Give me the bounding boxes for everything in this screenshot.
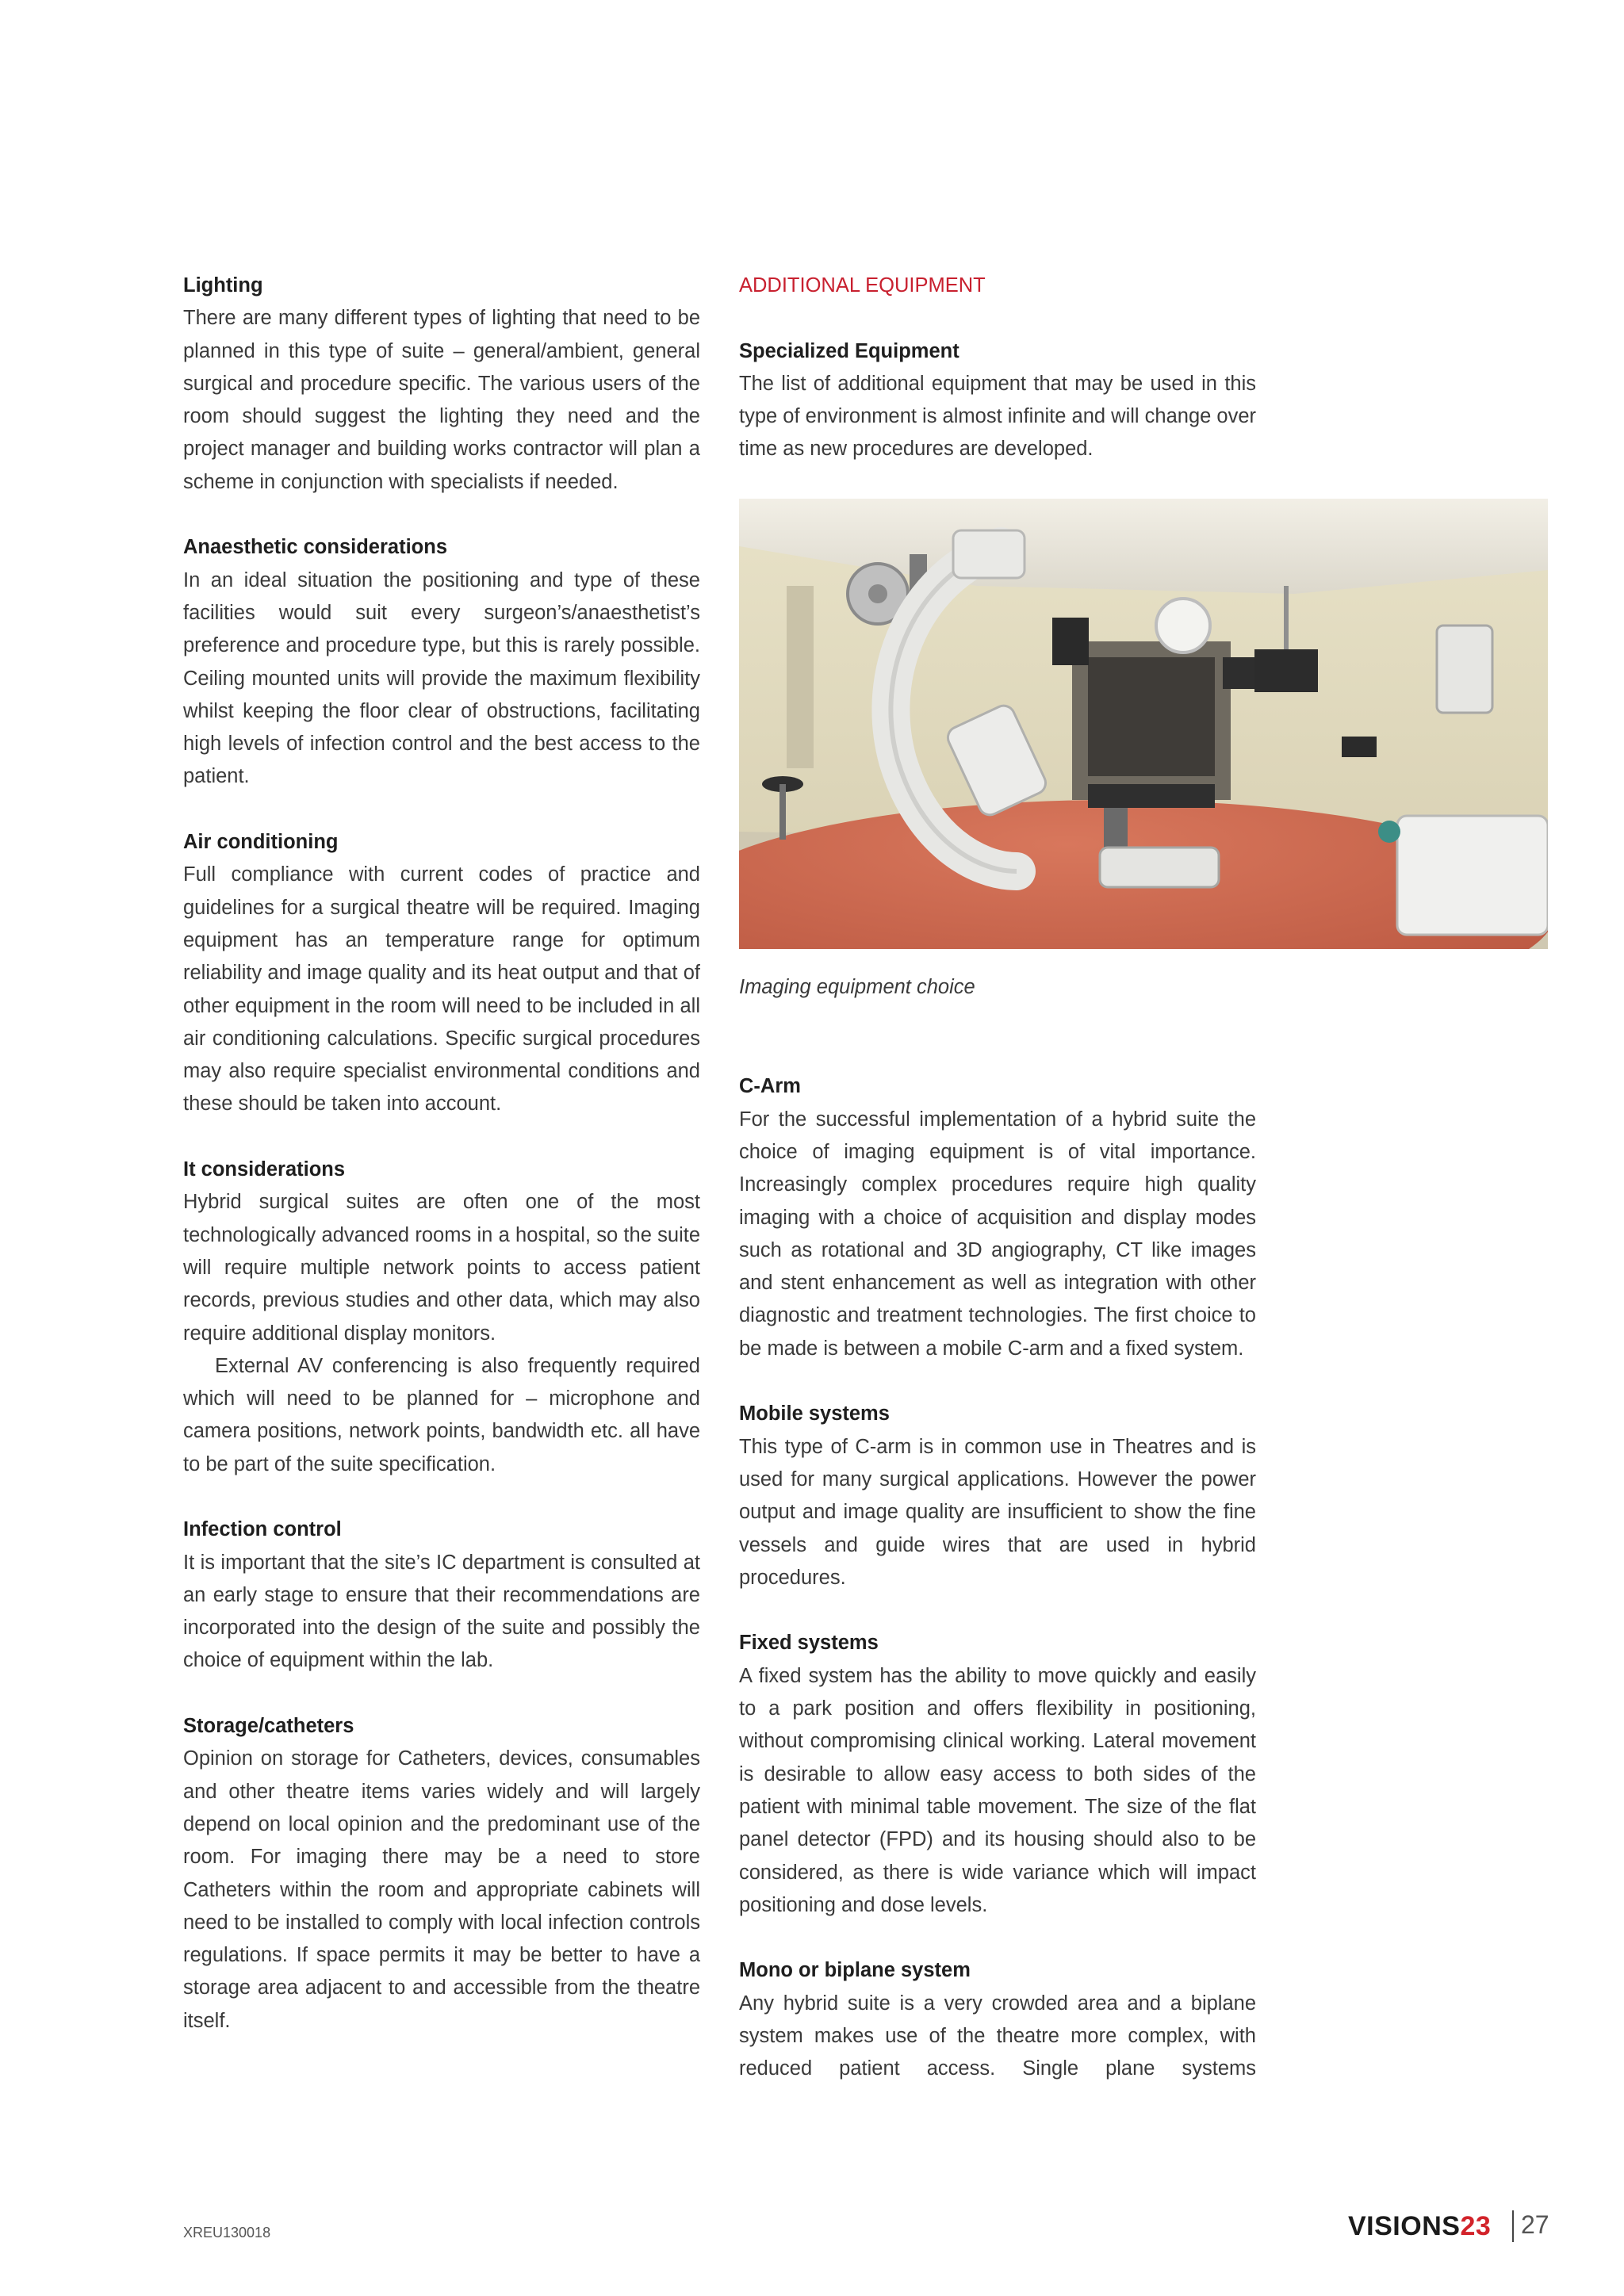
article-section xyxy=(183,531,700,793)
article-section xyxy=(183,1710,700,2038)
article-section xyxy=(183,826,700,1121)
section-heading: Mono or biplane system xyxy=(739,1959,971,1982)
paragraph: Full compliance with current codes of practice and guidelines for a surgical theatre will be required. Imaging equipment has an temperature range for optimum reliability and image quality and its heat output and that of other equipment in the room will need to be included in all air conditioning calculations. Specific surgical procedures may also require specialist environmental conditions and these should be taken into account. xyxy=(183,863,700,1115)
brand-number: 23 xyxy=(1460,2211,1492,2241)
article-section xyxy=(739,1627,1256,1922)
operating-room-photo xyxy=(739,499,1548,949)
article-section xyxy=(183,1513,700,1677)
section-heading: Storage/catheters xyxy=(183,1715,354,1738)
paragraph: External AV conferencing is also frequently required which will need to be planned for – microphone and camera positions, network points, bandwidth etc. all have to be part of the suite specification. xyxy=(183,1354,700,1475)
left-column xyxy=(183,270,700,2070)
section-heading: Air conditioning xyxy=(183,831,339,854)
footer-code: XREU130018 xyxy=(183,2225,271,2241)
section-heading: Anaesthetic considerations xyxy=(183,536,448,559)
paragraph: The list of additional equipment that may be used in this type of environment is almost infinite and will change over time as new procedures are developed. xyxy=(739,372,1257,461)
right-upper-sections xyxy=(739,335,1256,466)
brand-logo xyxy=(1348,2211,1491,2242)
right-column xyxy=(739,270,1256,2118)
article-section xyxy=(739,1398,1256,1594)
paragraph: Opinion on storage for Catheters, devices, consumables and other theatre items varies widely and will largely depend on local opinion and the predominant use of the room. For imaging there may be a need to store Catheters within the room and appropriate cabinets will need to be installed to comply with local infection controls regulations. If space permits it may be better to have a storage area adjacent to and accessible from the theatre itself. xyxy=(183,1747,700,2032)
paragraph: Any hybrid suite is a very crowded area and a biplane system makes use of the theatre more complex, with reduced patient access. Single plane systems xyxy=(739,1992,1256,2080)
paragraph: Hybrid surgical suites are often one of the most technologically advanced rooms in a hospital, so the suite will require multiple network points to access patient records, previous studies and other data, which may also require additional display monitors. xyxy=(183,1191,700,1345)
paragraph: It is important that the site’s IC department is consulted at an early stage to ensure that their recommendations are incorporated into the design of the suite and possibly the choice of equipment within the lab. xyxy=(183,1551,700,1672)
image-caption: Imaging equipment choice xyxy=(739,976,975,999)
section-heading: Lighting xyxy=(183,274,263,297)
article-section xyxy=(739,1954,1256,2085)
paragraph: A fixed system has the ability to move quickly and easily to a park position and offers flexibility in positioning, without compromising clinical working. Lateral movement is desirable to allow easy access to both sides of the patient with minimal table movement. The size of the flat panel detector (FPD) and its housing should also to be considered, as there is wide variance which will impact positioning and dose levels. xyxy=(739,1664,1256,1916)
paragraph: This type of C-arm is in common use in Theatres and is used for many surgical applications. However the power output and image quality are insufficient to show the fine vessels and guide wires that are used in hybrid procedures. xyxy=(739,1435,1256,1589)
section-heading: Infection control xyxy=(183,1518,342,1541)
article-section xyxy=(739,335,1256,466)
article-section xyxy=(183,270,700,499)
section-heading: Fixed systems xyxy=(739,1632,879,1655)
section-title: ADDITIONAL EQUIPMENT xyxy=(739,274,986,297)
paragraph: In an ideal situation the positioning and type of these facilities would suit every surgeon’s/anaesthetist’s preference and procedure type, but this is rarely possible. Ceiling mounted units will provide the maximum flexibility whilst keeping the floor clear of obstructions, facilitating high levels of infection control and the best access to the patient. xyxy=(183,568,700,788)
operating-room-illustration xyxy=(739,499,1548,949)
section-heading: C-Arm xyxy=(739,1075,801,1098)
paragraph: For the successful implementation of a hybrid suite the choice of imaging equipment is of vital importance. Increasingly complex procedures require high quality imaging with a choice of acquisition and display modes such as rotational and 3D angiography, CT like images and stent enhancement as well as integration with other diagnostic and treatment technologies. The first choice to be made is between a mobile C-arm and a fixed system. xyxy=(739,1108,1256,1360)
section-heading: It considerations xyxy=(183,1158,346,1181)
brand-prefix: VISIONS xyxy=(1348,2211,1461,2241)
footer-divider xyxy=(1512,2210,1514,2242)
right-lower-sections xyxy=(739,1070,1256,2085)
section-heading: Mobile systems xyxy=(739,1402,890,1425)
page-number: 27 xyxy=(1521,2210,1549,2239)
article-section xyxy=(183,1154,700,1481)
paragraph: There are many different types of lighting that need to be planned in this type of suite – general/ambient, general surgical and procedure specific. The various users of the room should suggest the lighting they need and the project manager and building works contractor will plan a scheme in conjunction with specialists if needed. xyxy=(183,307,700,493)
section-heading: Specialized Equipment xyxy=(739,339,959,362)
article-section xyxy=(739,1070,1256,1365)
